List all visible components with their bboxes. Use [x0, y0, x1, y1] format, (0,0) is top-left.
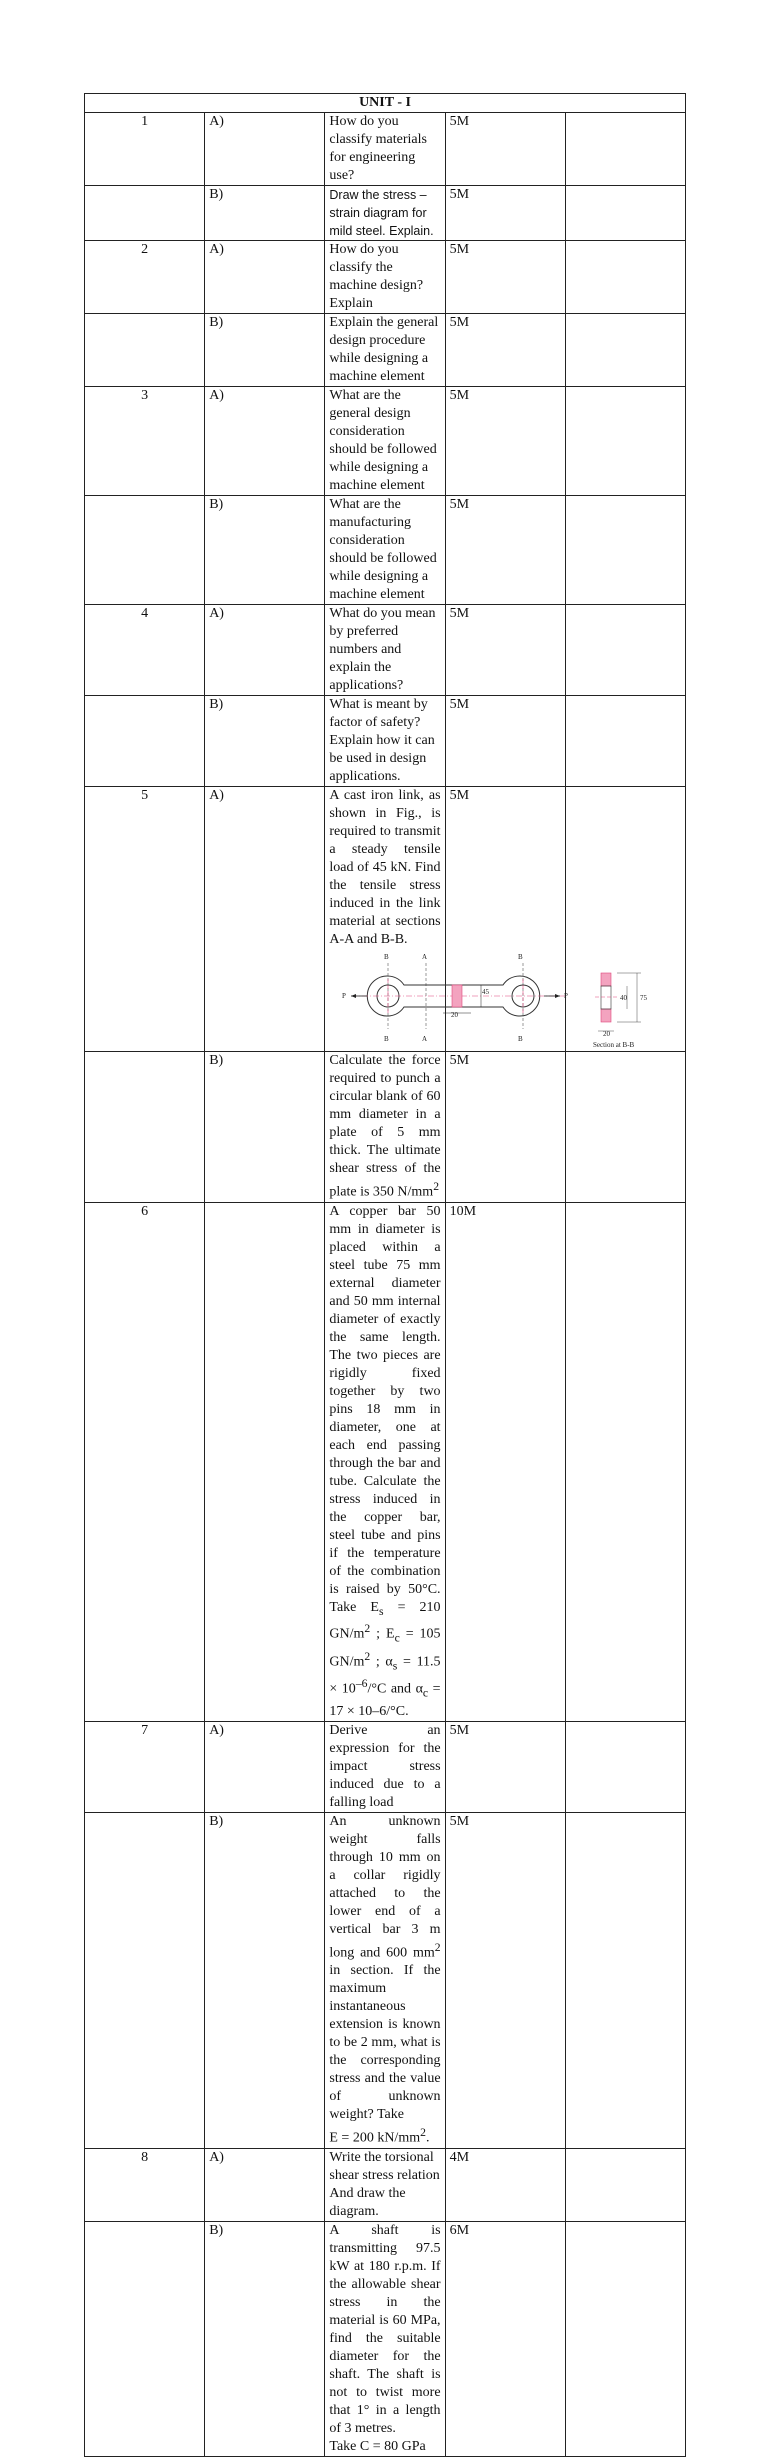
table-row: [85, 113, 686, 186]
empty-cell: [565, 2222, 685, 2457]
table-row: [85, 2222, 686, 2457]
marks: 5M: [445, 787, 565, 1052]
table-row: [85, 387, 686, 496]
question-text: [325, 1052, 445, 1203]
question-text: Explain the general design procedure while designing a machine element: [325, 314, 445, 387]
table-row: [85, 186, 686, 241]
question-number: 5: [85, 787, 205, 1052]
question-number: 3: [85, 387, 205, 496]
subpart-label: A): [205, 387, 325, 496]
question-number: 8: [85, 2149, 205, 2222]
marks: 5M: [445, 186, 565, 241]
subpart-label: B): [205, 314, 325, 387]
empty-cell: [565, 2149, 685, 2222]
question-text-part: = 11.5 × 10: [329, 1654, 441, 1698]
superscript: 2: [364, 1622, 371, 1636]
question-text: What are the manufacturing consideration should be followed while designing a machine element: [325, 496, 445, 605]
subpart-label: B): [205, 696, 325, 787]
section-caption: Section at B-B: [593, 1041, 635, 1049]
question-number: [85, 696, 205, 787]
subpart-label: A): [205, 605, 325, 696]
table-row: [85, 696, 686, 787]
label-a-top: A: [422, 953, 428, 961]
subpart-label: B): [205, 496, 325, 605]
question-text: Derive an expression for the impact stress induced due to a falling load: [325, 1721, 445, 1812]
table-row: [85, 605, 686, 696]
superscript: 2: [433, 1180, 440, 1193]
question-number: [85, 1052, 205, 1203]
marks: 5M: [445, 1052, 565, 1203]
question-text-part: = 105 GN/m: [329, 1627, 441, 1670]
dim-20-section: 20: [603, 1030, 611, 1038]
dim-40: 40: [620, 994, 628, 1002]
question-text-part: Take C = 80 GPa: [329, 2439, 426, 2455]
marks: 5M: [445, 241, 565, 314]
marks: 5M: [445, 496, 565, 605]
subpart-label: A): [205, 2149, 325, 2222]
question-text: How do you classify materials for engineering use?: [325, 113, 445, 186]
superscript: 2: [420, 2126, 426, 2140]
table-row: [85, 2149, 686, 2222]
empty-cell: [565, 787, 685, 1052]
empty-cell: [565, 1812, 685, 2148]
marks: 5M: [445, 696, 565, 787]
subpart-label: B): [205, 186, 325, 241]
marks: 10M: [445, 1202, 565, 1721]
subpart-label: A): [205, 1721, 325, 1812]
load-label-right: P: [564, 992, 569, 1000]
question-text-part: A shaft is transmitting 97.5 kW at 180 r.p.m. If the allowable shear stress in the material is 60 MPa, find the suitable diameter for the shaft. The shaft is not to twist more that 1° in a length of 3 metres.: [329, 2223, 441, 2437]
superscript: –6: [355, 1677, 368, 1691]
marks: 5M: [445, 387, 565, 496]
question-text: What is meant by factor of safety? Explain how it can be used in design applications.: [325, 696, 445, 787]
question-text: [325, 1812, 445, 2148]
question-number: [85, 2222, 205, 2457]
load-label-left: P: [342, 992, 347, 1000]
question-number: [85, 1812, 205, 2148]
subscript: c: [394, 1631, 400, 1645]
question-text-part: An unknown weight falls through 10 mm on a collar rigidly attached to the lower end of a vertical bar 3 m long and 600 mm: [329, 1813, 441, 1961]
subpart-label: B): [205, 2222, 325, 2457]
marks: 5M: [445, 1812, 565, 2148]
question-text: A cast iron link, as shown in Fig., is required to transmit a steady tensile load of 45 kN. Find the tensile stress induced in the link material at sections A-A and B-B.: [329, 788, 441, 947]
marks: 5M: [445, 113, 565, 186]
table-row: [85, 1202, 686, 1721]
hatched-section-a: [452, 985, 462, 1007]
empty-cell: [565, 186, 685, 241]
question-text-part: ; α: [370, 1654, 393, 1670]
section-bb-top: [601, 973, 611, 986]
empty-cell: [565, 1721, 685, 1812]
question-text: [325, 1202, 445, 1721]
empty-cell: [565, 314, 685, 387]
empty-cell: [565, 113, 685, 186]
label-b-bottom-left: B: [384, 1035, 390, 1043]
question-number: 1: [85, 113, 205, 186]
section-bb-bottom: [601, 1009, 611, 1022]
empty-cell: [565, 1202, 685, 1721]
subscript: c: [422, 1686, 429, 1700]
label-b-top-right: B: [518, 953, 524, 961]
marks: 5M: [445, 605, 565, 696]
question-number: [85, 496, 205, 605]
label-b-bottom-right: B: [518, 1035, 524, 1043]
table-row: [85, 1721, 686, 1812]
table-row: [85, 787, 686, 1052]
subscript: s: [379, 1604, 384, 1618]
dim-45: 45: [482, 988, 490, 996]
question-number: 7: [85, 1721, 205, 1812]
question-number: 4: [85, 605, 205, 696]
question-text: Write the torsional shear stress relation And draw the diagram.: [325, 2149, 445, 2222]
dim-20: 20: [451, 1011, 459, 1019]
question-text-part: = 210 GN/m: [329, 1599, 441, 1643]
superscript: 2: [434, 1940, 441, 1954]
question-number: 6: [85, 1202, 205, 1721]
question-table: [84, 93, 686, 2457]
unit-header-row: [85, 94, 686, 113]
subpart-label: B): [205, 1812, 325, 2148]
question-text-part: = 17 × 10–6/°C.: [329, 1682, 441, 1719]
empty-cell: [565, 605, 685, 696]
table-row: [85, 241, 686, 314]
subpart-label: B): [205, 1052, 325, 1203]
marks: 5M: [445, 1721, 565, 1812]
empty-cell: [565, 696, 685, 787]
marks: 5M: [445, 314, 565, 387]
table-row: [85, 1052, 686, 1203]
empty-cell: [565, 387, 685, 496]
empty-cell: [565, 496, 685, 605]
table-row: [85, 1812, 686, 2148]
subscript: s: [392, 1659, 398, 1673]
question-text-part: ; E: [370, 1627, 395, 1643]
unit-title: UNIT - I: [85, 94, 686, 113]
superscript: 2: [364, 1649, 371, 1663]
dim-75: 75: [640, 994, 648, 1002]
question-text-part: .: [425, 2131, 430, 2147]
subpart-label: A): [205, 787, 325, 1052]
label-b-top-left: B: [384, 953, 390, 961]
question-text: Draw the stress –strain diagram for mild steel. Explain.: [325, 186, 445, 241]
question-text: [325, 2222, 445, 2457]
empty-cell: [565, 241, 685, 314]
question-text-part: /°C and α: [367, 1682, 423, 1698]
subpart-label: A): [205, 113, 325, 186]
subpart-label: A): [205, 241, 325, 314]
question-text: What do you mean by preferred numbers and explain the applications?: [325, 605, 445, 696]
subpart-label: [205, 1202, 325, 1721]
question-text-part: E = 200 kN/mm: [329, 2131, 421, 2147]
question-text-part: Calculate the force required to punch a circular blank of 60 mm diameter in a plate of 5 mm thick. The ultimate shear stress of the plate is 350 N/mm: [329, 1053, 441, 1200]
table-row: [85, 496, 686, 605]
marks: 6M: [445, 2222, 565, 2457]
question-text-part: in section. If the maximum instantaneous extension is known to be 2 mm, what is the corresponding stress and the value of unknown weight? Take: [329, 1963, 441, 2123]
marks: 4M: [445, 2149, 565, 2222]
question-text-part: A copper bar 50 mm in diameter is placed within a steel tube 75 mm external diameter and 50 mm internal diameter of exactly the same length. The two pieces are rigidly fixed together by two pins 18 mm in diameter, one at each end passing through the bar and tube. Calculate the stress induced in the copper bar, steel tube and pins if the temperature of the combination is raised by 50°C. Take E: [329, 1203, 441, 1615]
question-number: [85, 314, 205, 387]
empty-cell: [565, 1052, 685, 1203]
question-number: [85, 186, 205, 241]
table-row: [85, 314, 686, 387]
label-a-bottom: A: [422, 1035, 428, 1043]
question-text: How do you classify the machine design? Explain: [325, 241, 445, 314]
question-number: 2: [85, 241, 205, 314]
question-text: What are the general design consideration should be followed while designing a machine element: [325, 387, 445, 496]
